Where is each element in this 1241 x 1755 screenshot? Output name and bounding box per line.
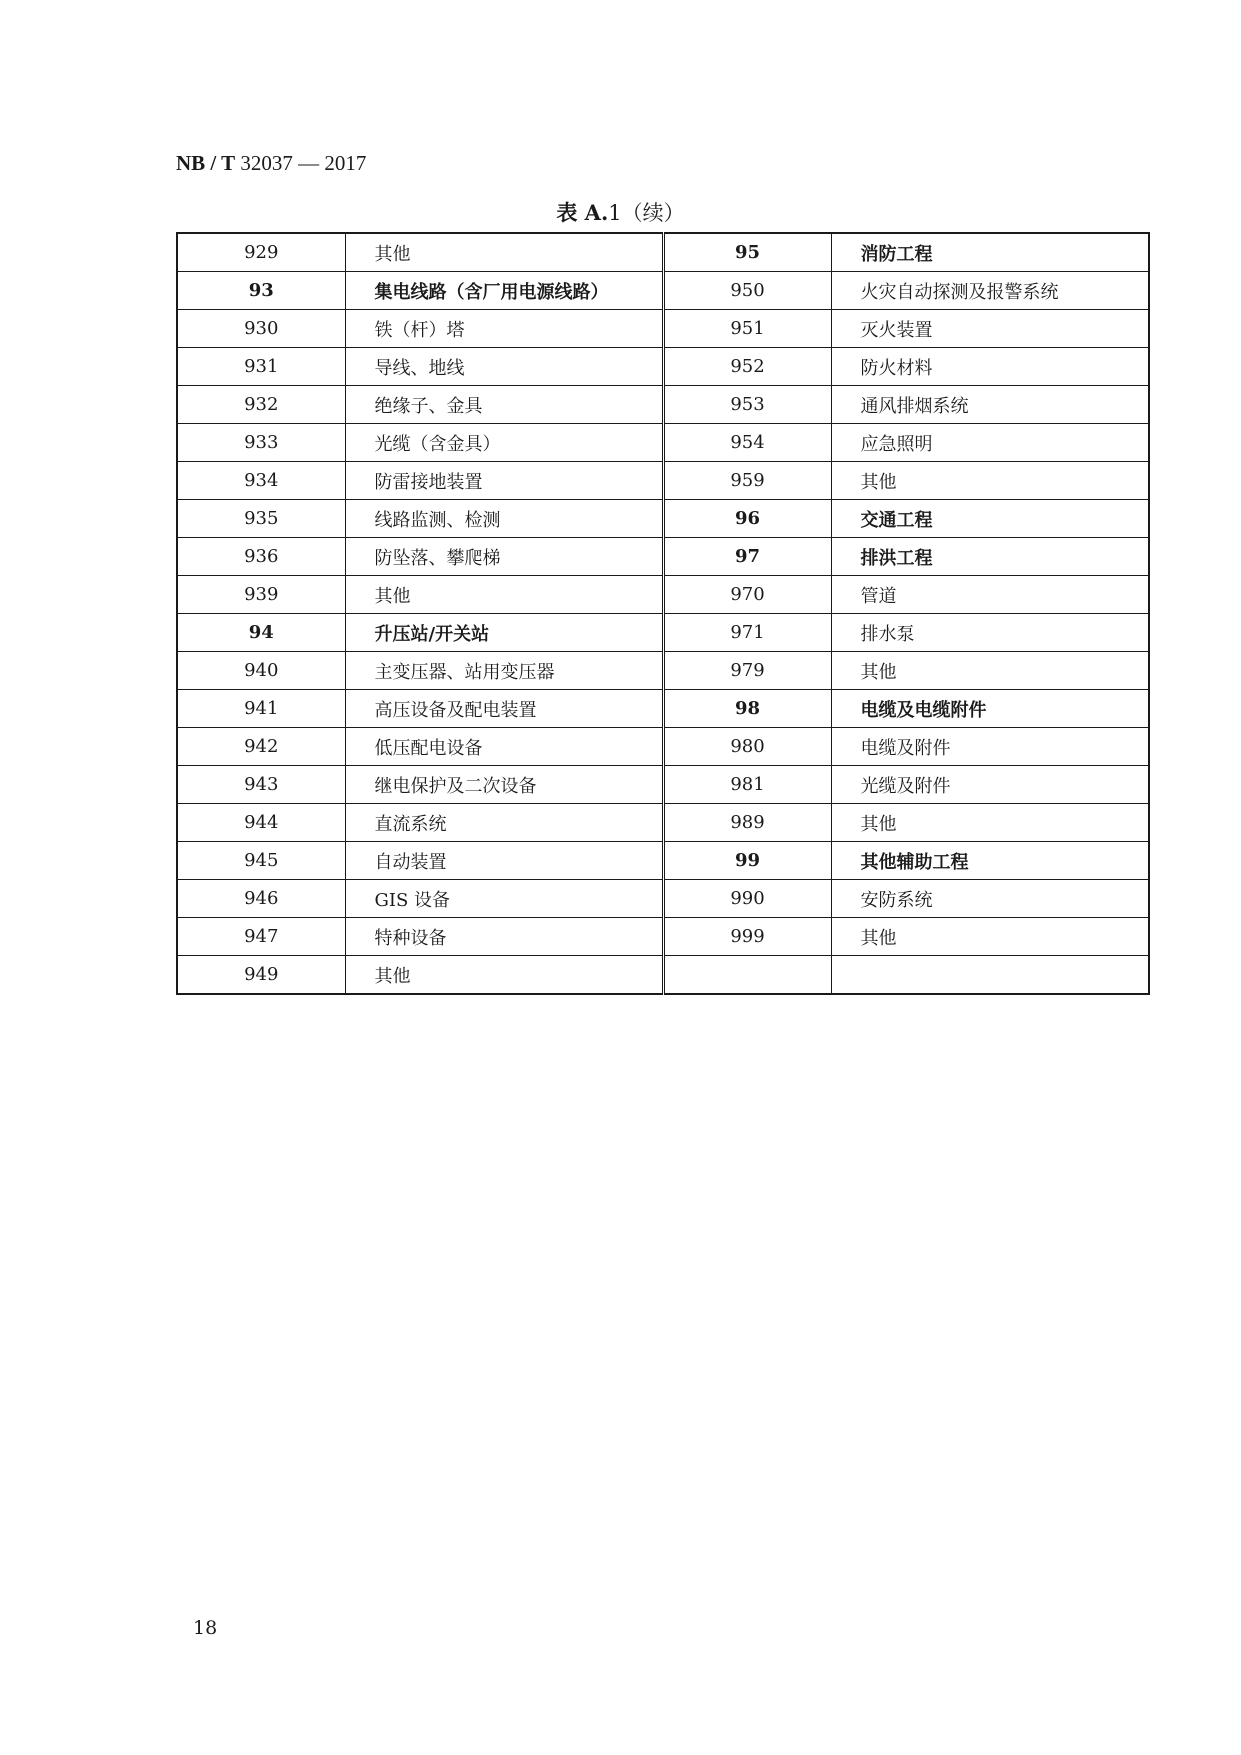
left-name-cell: 其他: [345, 576, 663, 614]
left-code-cell: 934: [177, 462, 345, 500]
left-code-cell: 929: [177, 233, 345, 272]
right-name-cell: 电缆及电缆附件: [831, 690, 1149, 728]
table-row: [177, 842, 1149, 880]
left-name-cell: GIS 设备: [345, 880, 663, 918]
left-code-cell: 941: [177, 690, 345, 728]
left-code-cell: 945: [177, 842, 345, 880]
right-name-cell: 其他: [831, 804, 1149, 842]
left-name-cell: 绝缘子、金具: [345, 386, 663, 424]
right-name-cell: 防火材料: [831, 348, 1149, 386]
left-code-cell: 930: [177, 310, 345, 348]
table-row: [177, 880, 1149, 918]
right-code-cell: 98: [663, 690, 831, 728]
table-row: [177, 310, 1149, 348]
left-name-cell: 防雷接地装置: [345, 462, 663, 500]
table-row: [177, 538, 1149, 576]
right-code-cell: 951: [663, 310, 831, 348]
right-code-cell: 952: [663, 348, 831, 386]
table-row: [177, 576, 1149, 614]
table-row: [177, 766, 1149, 804]
right-code-cell: 954: [663, 424, 831, 462]
page-number: 18: [193, 1617, 218, 1639]
left-code-cell: 931: [177, 348, 345, 386]
table-row: [177, 386, 1149, 424]
table-row: [177, 956, 1149, 995]
right-code-cell: 981: [663, 766, 831, 804]
table-row: [177, 918, 1149, 956]
standard-prefix: NB / T: [176, 151, 236, 175]
table-row: [177, 348, 1149, 386]
right-name-cell: 安防系统: [831, 880, 1149, 918]
left-name-cell: 升压站/开关站: [345, 614, 663, 652]
right-code-cell: 950: [663, 272, 831, 310]
left-code-cell: 943: [177, 766, 345, 804]
table-title-label: 表 A.: [556, 200, 609, 225]
right-code-cell: 97: [663, 538, 831, 576]
right-name-cell: 交通工程: [831, 500, 1149, 538]
right-name-cell: 应急照明: [831, 424, 1149, 462]
left-name-cell: 主变压器、站用变压器: [345, 652, 663, 690]
right-code-cell: 959: [663, 462, 831, 500]
right-code-cell: 970: [663, 576, 831, 614]
left-code-cell: 944: [177, 804, 345, 842]
table-row: [177, 462, 1149, 500]
left-name-cell: 其他: [345, 233, 663, 272]
left-name-cell: 其他: [345, 956, 663, 995]
right-name-cell: 电缆及附件: [831, 728, 1149, 766]
right-name-cell: 其他: [831, 652, 1149, 690]
right-code-cell: 96: [663, 500, 831, 538]
table-row: [177, 272, 1149, 310]
left-name-cell: 导线、地线: [345, 348, 663, 386]
right-code-cell: 979: [663, 652, 831, 690]
code-table-body: [177, 233, 1149, 994]
left-code-cell: 940: [177, 652, 345, 690]
right-code-cell: 999: [663, 918, 831, 956]
right-name-cell: [831, 956, 1149, 995]
left-name-cell: 铁（杆）塔: [345, 310, 663, 348]
left-name-cell: 继电保护及二次设备: [345, 766, 663, 804]
table-row: [177, 690, 1149, 728]
right-code-cell: 95: [663, 233, 831, 272]
left-name-cell: 自动装置: [345, 842, 663, 880]
right-name-cell: 排水泵: [831, 614, 1149, 652]
right-code-cell: 99: [663, 842, 831, 880]
right-code-cell: 971: [663, 614, 831, 652]
left-code-cell: 932: [177, 386, 345, 424]
right-code-cell: [663, 956, 831, 995]
standard-number: 32037 — 2017: [235, 151, 367, 175]
right-name-cell: 其他辅助工程: [831, 842, 1149, 880]
right-name-cell: 其他: [831, 918, 1149, 956]
left-code-cell: 946: [177, 880, 345, 918]
table-row: [177, 500, 1149, 538]
right-name-cell: 通风排烟系统: [831, 386, 1149, 424]
left-code-cell: 935: [177, 500, 345, 538]
left-code-cell: 949: [177, 956, 345, 995]
table-row: [177, 728, 1149, 766]
right-name-cell: 其他: [831, 462, 1149, 500]
right-name-cell: 管道: [831, 576, 1149, 614]
right-code-cell: 953: [663, 386, 831, 424]
right-code-cell: 989: [663, 804, 831, 842]
table-title-suffix: （续）: [621, 201, 685, 225]
document-header: [176, 148, 366, 178]
left-code-cell: 936: [177, 538, 345, 576]
right-code-cell: 990: [663, 880, 831, 918]
right-name-cell: 光缆及附件: [831, 766, 1149, 804]
right-name-cell: 火灾自动探测及报警系统: [831, 272, 1149, 310]
table-row: [177, 424, 1149, 462]
right-code-cell: 980: [663, 728, 831, 766]
right-name-cell: 消防工程: [831, 233, 1149, 272]
table-row: [177, 233, 1149, 272]
code-table: [176, 232, 1150, 995]
left-code-cell: 93: [177, 272, 345, 310]
left-code-cell: 942: [177, 728, 345, 766]
left-name-cell: 集电线路（含厂用电源线路）: [345, 272, 663, 310]
table-row: [177, 614, 1149, 652]
table-title-number: 1: [608, 201, 622, 225]
left-name-cell: 线路监测、检测: [345, 500, 663, 538]
right-name-cell: 排洪工程: [831, 538, 1149, 576]
table-row: [177, 804, 1149, 842]
left-name-cell: 特种设备: [345, 918, 663, 956]
left-code-cell: 939: [177, 576, 345, 614]
left-code-cell: 947: [177, 918, 345, 956]
table-title: [0, 197, 1241, 229]
left-name-cell: 直流系统: [345, 804, 663, 842]
left-name-cell: 高压设备及配电装置: [345, 690, 663, 728]
left-code-cell: 94: [177, 614, 345, 652]
left-code-cell: 933: [177, 424, 345, 462]
right-name-cell: 灭火装置: [831, 310, 1149, 348]
left-name-cell: 低压配电设备: [345, 728, 663, 766]
left-name-cell: 防坠落、攀爬梯: [345, 538, 663, 576]
left-name-cell: 光缆（含金具）: [345, 424, 663, 462]
table-row: [177, 652, 1149, 690]
